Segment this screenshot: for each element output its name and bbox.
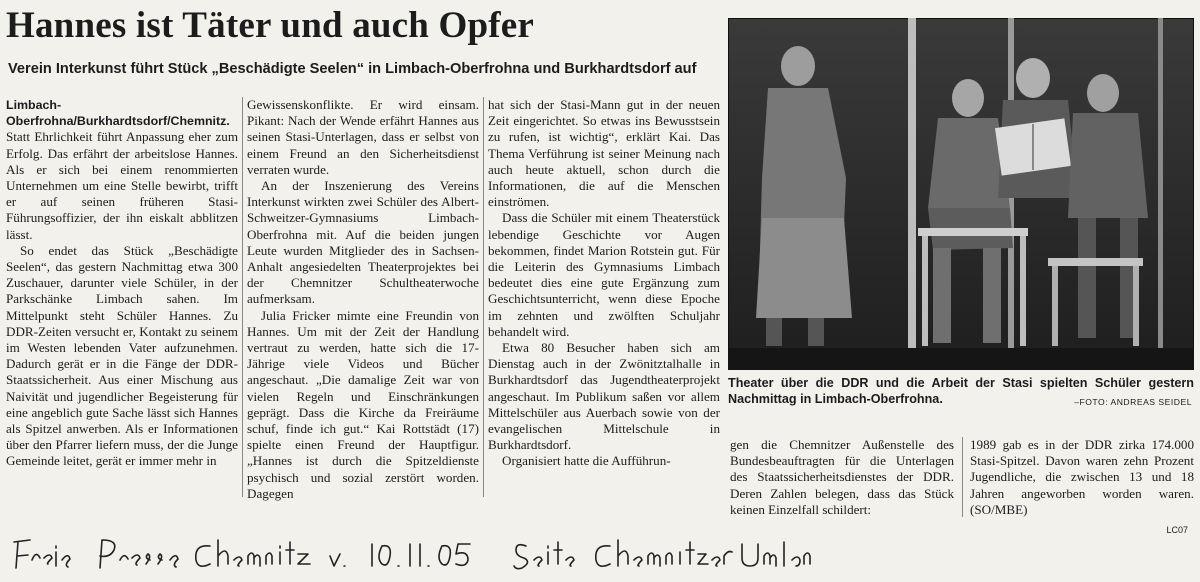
page-code: LC07 [1166,525,1188,535]
column-divider [483,97,484,497]
photo-caption: Theater über die DDR und die Arbeit der Stasi spielten Schüler gestern Nachmittag in Limbach-Oberfrohna. [728,376,1194,406]
article-paragraph: Gewissenskonflikte. Er wird einsam. Pikant: Nach der Wende erfährt Hannes aus seinen Stasi-Unterlagen, dass er selbst von einem Freund an den Sicherheitsdienst verraten wurde. [247,97,479,177]
article-paragraph: Julia Fricker mimte eine Freundin von Hannes. Um mit der Zeit der Handlung vertraut zu werden, hatte sich die 17-Jährige viele Videos und Bücher angeschaut. „Die damalige Zeit war von vielen Regeln und Einschränkungen geprägt. Dass die Kirche da Freiräume schuf, finde ich gut.“ Kai Rottstädt (17) spielte einen Freund der Hauptfigur. „Hannes ist durch die Spitzeldienste psychisch und sozial zerstört worden. Dagegen [247,307,479,501]
article-paragraph: Dass die Schüler mit einem Theaterstück lebendige Geschichte vor Augen bekommen, findet Marion Rotstein gut. Für die Leiterin des Gymnasiums Limbach bedeutet dies eine gute Ergänzung zum Geschichtsunterricht, wenn diese Epoche im zehnten und zwölften Schuljahr behandelt wird. [488,210,720,339]
headline: Hannes ist Täter und auch Opfer [6,5,535,46]
column-divider [242,97,243,497]
article-column-2 [247,97,479,502]
article-paragraph [6,97,238,243]
article-paragraph: 1989 gab es in der DDR zirka 174.000 Stasi-Spitzel. Davon waren zehn Prozent Jugendliche, die zwischen 13 und 18 Jahren angeworben worden waren. (SO/MBE) [970,437,1194,517]
article-column-3 [488,97,720,470]
article-paragraph: Etwa 80 Besucher haben sich am Dienstag auch in der Zwönitztalhalle in Burkhardtsdorf das Jugendtheaterprojekt angeschaut. Im Publikum saßen vor allem Mittelschüler aus Auerbach sowie von der evangelischen Mittelschule in Burkhardtsdorf. [488,340,720,453]
article-paragraph: gen die Chemnitzer Außenstelle des Bundesbeauftragten für die Unterlagen des Staatssicherheitsdienstes der DDR. Deren Zahlen belegen, dass das Stück keinen Einzelfall schildert: [730,437,954,517]
paragraph-text: Statt Ehrlichkeit führt Anpassung eher zum Erfolg. Das erfährt der arbeitslose Hannes. Als er sich bei einem renommierten Unternehmen um eine Stelle bewirbt, trifft er auf seinen früheren Stasi-Führungsoffizier, der ihn eiskalt abblitzen lässt. [6,129,238,242]
article-paragraph: Organisiert hatte die Aufführun- [502,453,671,469]
subheadline: Verein Interkunst führt Stück „Beschädigte Seelen“ in Limbach-Oberfrohna und Burkhardtsdorf auf [8,61,697,77]
dateline: Limbach-Oberfrohna/Burkhardtsdorf/Chemnitz. [6,98,230,129]
column-divider [962,437,963,517]
photo-image [728,18,1194,370]
photo-credit: –FOTO: ANDREAS SEIDEL [1074,397,1192,407]
article-paragraph: So endet das Stück „Beschädigte Seelen“, das gestern Nachmittag etwa 300 Zuschauer, darunter viele Schüler, in der Parkschänke Limbach sahen. Im Mittelpunkt steht Schüler Hannes. Zu DDR-Zeiten versucht er, Kontakt zu seinem im Westen lebenden Vater aufzunehmen. Dadurch gerät er in die Fänge der DDR-Staatssicherheit. Aus einer Mischung aus Naivität und jugendlicher Begeisterung für eine angeblich gute Sache lässt sich Hannes als Spitzel anwerben. Als er Informationen über den Pfarrer liefern muss, der die Junge Gemeinde leitet, gerät er immer mehr in [6,242,238,469]
theater-photo [728,18,1194,370]
handwritten-source-note [0,530,820,582]
article-column-4 [730,437,954,518]
handwriting-signature [0,530,820,578]
article-column-1 [6,97,238,470]
article-column-5 [970,437,1194,518]
article-paragraph: An der Inszenierung des Vereins Interkunst wirkten zwei Schüler des Albert-Schweitzer-Gymnasiums Limbach-Oberfrohna mit. Auf die beiden jungen Leute wurden Mitglieder des in Sachsen-Anhalt angesiedelten Theaterprojektes bei der Chemnitzer Schultheaterwoche aufmerksam. [247,178,479,307]
article-paragraph: hat sich der Stasi-Mann gut in der neuen Zeit eingerichtet. So etwas ins Bewusstsein zu rufen, ist wichtig“, erklärt Kai. Das Thema Verführung ist seiner Meinung nach auch heute aktuell, schon durch die Informationen, die auf die Menschen einströmen. [488,97,720,210]
